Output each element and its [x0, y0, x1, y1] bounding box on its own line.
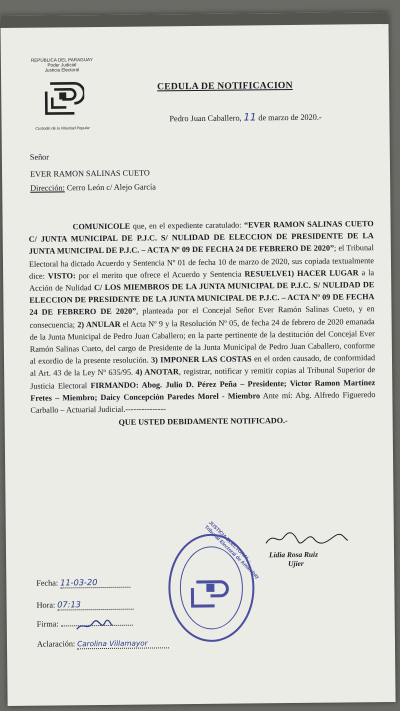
- fecha-row: [36, 577, 130, 589]
- fecha-label: Fecha:: [36, 578, 59, 588]
- body-text-9: Ante mí: Abg. Alfredo Figueredo Carballo – Actuarial Judicial.: [30, 389, 376, 415]
- ujier-name: Lidia Rosa Ruiz: [269, 549, 318, 560]
- document-title: CEDULA DE NOTIFICACION: [157, 79, 293, 93]
- hora-value: 07:13: [57, 599, 133, 611]
- firma-label: Firma:: [36, 619, 59, 629]
- dateline-suffix: de marzo de 2020.-: [258, 112, 322, 123]
- aclaracion-row: [37, 638, 169, 649]
- firma-row: [37, 619, 133, 629]
- dateline: [169, 112, 321, 125]
- firma-value: [61, 625, 133, 627]
- body-text-1: que, en el expediente caratulado:: [130, 220, 245, 231]
- electoral-stamp: [166, 520, 261, 644]
- body-text-7: en el orden causado, de conformidad al Art. 43 de la Ley Nº 635/95.: [30, 353, 376, 379]
- body-text-8: , registrar, notificar y remitir copias al Tribunal Superior de Justicia Electoral: [30, 365, 376, 391]
- fecha-value: 11-03-20: [60, 577, 130, 589]
- body-text-3: por el merito que ofrece el Acuerdo y Sentencia: [75, 269, 245, 281]
- dash-fill: ---------------: [125, 404, 166, 414]
- address-value: Cerro León c/ Alejo García: [66, 182, 156, 193]
- document-page: [0, 12, 395, 706]
- logo-line-2: Poder Judicial: [47, 62, 77, 68]
- electoral-emblem-icon: [40, 75, 84, 119]
- recipient-address: [30, 182, 156, 192]
- comunicole: COMUNICOLE: [72, 221, 131, 232]
- resolution-2: 2) ANULAR: [77, 319, 121, 329]
- body-text-5: , planteada por el Concejal Señor Ever Ramón Salinas Cueto, y en consecuencia;: [29, 304, 375, 330]
- judicial-logo: [27, 57, 98, 131]
- resolution-4: 4) ANOTAR: [135, 367, 179, 378]
- logo-motto: Custodio de la Voluntad Popular: [35, 126, 90, 131]
- body-text-2: ; el Tribunal Electoral ha dictado Acuerdo y Sentencia Nº 01 de fecha 10 de marzo de 2020, sus copiada textualmente dice:: [28, 243, 375, 281]
- hora-label: Hora:: [36, 600, 56, 610]
- signature-scribble-icon: [264, 530, 350, 545]
- address-label: Dirección:: [30, 183, 65, 193]
- notification-body: [29, 218, 376, 430]
- recipient-name: EVER RAMON SALINAS CUETO: [30, 168, 150, 179]
- logo-line-1: REPÚBLICA DEL PARAGUAY: [30, 57, 93, 63]
- resolution-1: RESUELVE1) HACER LUGAR: [244, 268, 359, 279]
- closing-line: QUE USTED DEBIDAMENTE NOTIFICADO.-: [118, 416, 288, 428]
- ujier-signature: [264, 530, 350, 568]
- dateline-day: 11: [243, 112, 257, 124]
- body-text-6: el Acta Nº 9 y la Resolución Nº 05, de fecha 24 de febrero de 2020 emanada de la Junta Municipal de Pedro Juan Caballero; en la parte pertinente de la destitución del Concejal Ever Ramón Salinas Cueto, del cargo de Presidente de la Junta Municipal de Pedro Juan Caballero, conforme al exordio de la presente resolución.: [29, 316, 375, 366]
- top-shadow-stripe: [0, 12, 388, 28]
- aclaracion-value: Carolina Villamayor: [77, 638, 169, 649]
- hora-row: [37, 599, 134, 611]
- aclaracion-label: Aclaración:: [36, 639, 76, 649]
- ujier-role: Ujier: [288, 558, 304, 569]
- salutation: Señor: [29, 152, 50, 162]
- resolution-3: 3) IMPONER LAS COSTAS: [151, 354, 252, 365]
- logo-line-3: Justicia Electoral: [44, 67, 80, 73]
- stamp-text: JUSTICIA ELECTORAL · Tribunal Electoral de Amambay: [202, 520, 261, 581]
- firma-scribble-icon: [75, 619, 115, 633]
- signatories: FIRMANDO: Abog. Julio D. Pérez Peña – Presidente; Victor Ramon Martínez Fretes – Miembro; Daicy Concepción Paredes Morel - Miembro: [30, 377, 376, 403]
- body-text-4: a la Acción de Nulidad: [29, 267, 375, 293]
- nullity-caption: C/ LOS MIEMBROS DE LA JUNTA MUNICIPAL DE P.J.C. S/ NULIDAD DE ELECCION DE PRESIDENTE DE LA JUNTA MUNICIPAL DE P.J.C. – ACTA Nº 09 DE FECHA 24 DE FEBRERO DE 2020”: [29, 280, 375, 318]
- dateline-prefix: Pedro Juan Caballero,: [169, 113, 242, 124]
- visto: VISTO:: [47, 271, 76, 281]
- case-caption: “EVER RAMON SALINAS CUETO C/ JUNTA MUNICIPAL DE P.J.C. S/ NULIDAD DE ELECCION DE PRESIDENTE DE LA JUNTA MUNICIPAL DE P.J.C. – ACTA Nº 09 DE FECHA 24 DE FEBRERO DE 2020”: [28, 219, 374, 257]
